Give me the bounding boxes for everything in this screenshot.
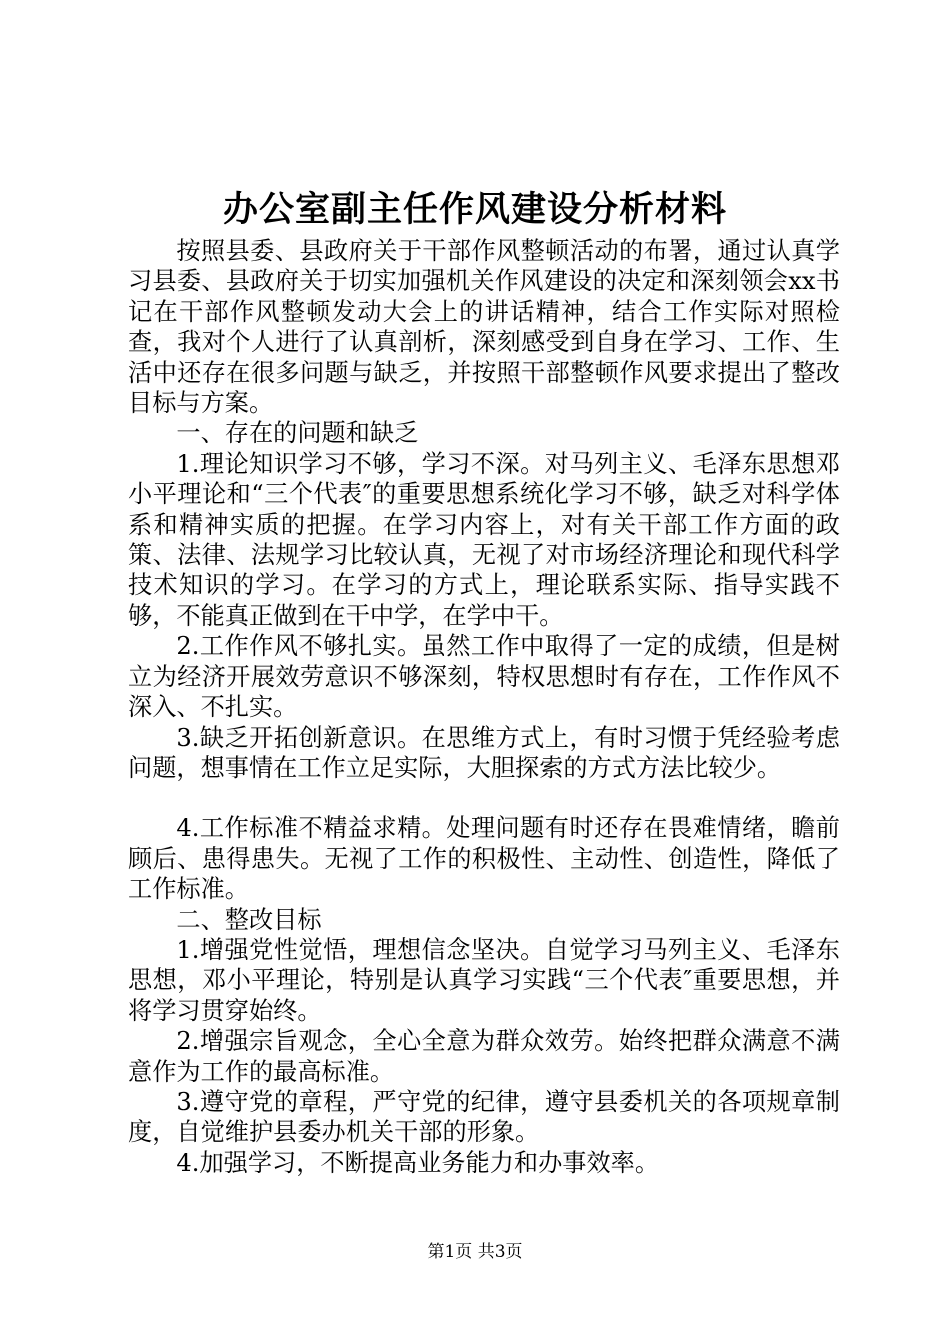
goal-item-2: 2.增强宗旨观念，全心全意为群众效劳。始终把群众满意不满意作为工作的最高标准。 <box>128 1027 840 1086</box>
goal-item-3: 3.遵守党的章程，严守党的纪律，遵守县委机关的各项规章制度，自觉维护县委办机关干部的形象。 <box>128 1087 840 1147</box>
problem-item-2: 2.工作作风不够扎实。虽然工作中取得了一定的成绩，但是树立为经济开展效劳意识不够深刻，特权思想时有存在，工作作风不深入、不扎实。 <box>128 632 840 722</box>
problem-item-4: 4.工作标准不精益求精。处理问题有时还存在畏难情绪，瞻前顾后、患得患失。无视了工作的积极性、主动性、创造性，降低了工作标准。 <box>128 814 840 904</box>
problem-item-3: 3.缺乏开拓创新意识。在思维方式上，有时习惯于凭经验考虑问题，想事情在工作立足实际，大胆探索的方式方法比较少。 <box>128 723 840 782</box>
goal-item-4: 4.加强学习，不断提高业务能力和办事效率。 <box>176 1148 660 1177</box>
goal-item-1: 1.增强党性觉悟，理想信念坚决。自觉学习马列主义、毛泽东思想，邓小平理论，特别是认真学习实践“三个代表″重要思想，并将学习贯穿始终。 <box>128 935 840 1025</box>
intro-paragraph: 按照县委、县政府关于干部作风整顿活动的布署，通过认真学习县委、县政府关于切实加强机关作风建设的决定和深刻领会xx书记在干部作风整顿发动大会上的讲话精神，结合工作实际对照检查，我对个人进行了认真剖析，深刻感受到自身在学习、工作、生活中还存在很多问题与缺乏，并按照干部整顿作风要求提出了整改目标与方案。 <box>128 237 840 418</box>
section-heading-problems: 一、存在的问题和缺乏 <box>176 419 419 448</box>
document-title: 办公室副主任作风建设分析材料 <box>222 189 727 230</box>
section-heading-goals: 二、整改目标 <box>176 905 322 934</box>
document-body <box>128 236 840 1178</box>
problem-item-1: 1.理论知识学习不够，学习不深。对马列主义、毛泽东思想邓小平理论和“三个代表″的重要思想系统化学习不够，缺乏对科学体系和精神实质的把握。在学习内容上，对有关干部工作方面的政策、法律、法规学习比较认真，无视了对市场经济理论和现代科学技术知识的学习。在学习的方式上，理论联系实际、指导实践不够，不能真正做到在干中学，在学中干。 <box>128 449 840 630</box>
page-footer: 第1页 共3页 <box>427 1242 523 1262</box>
